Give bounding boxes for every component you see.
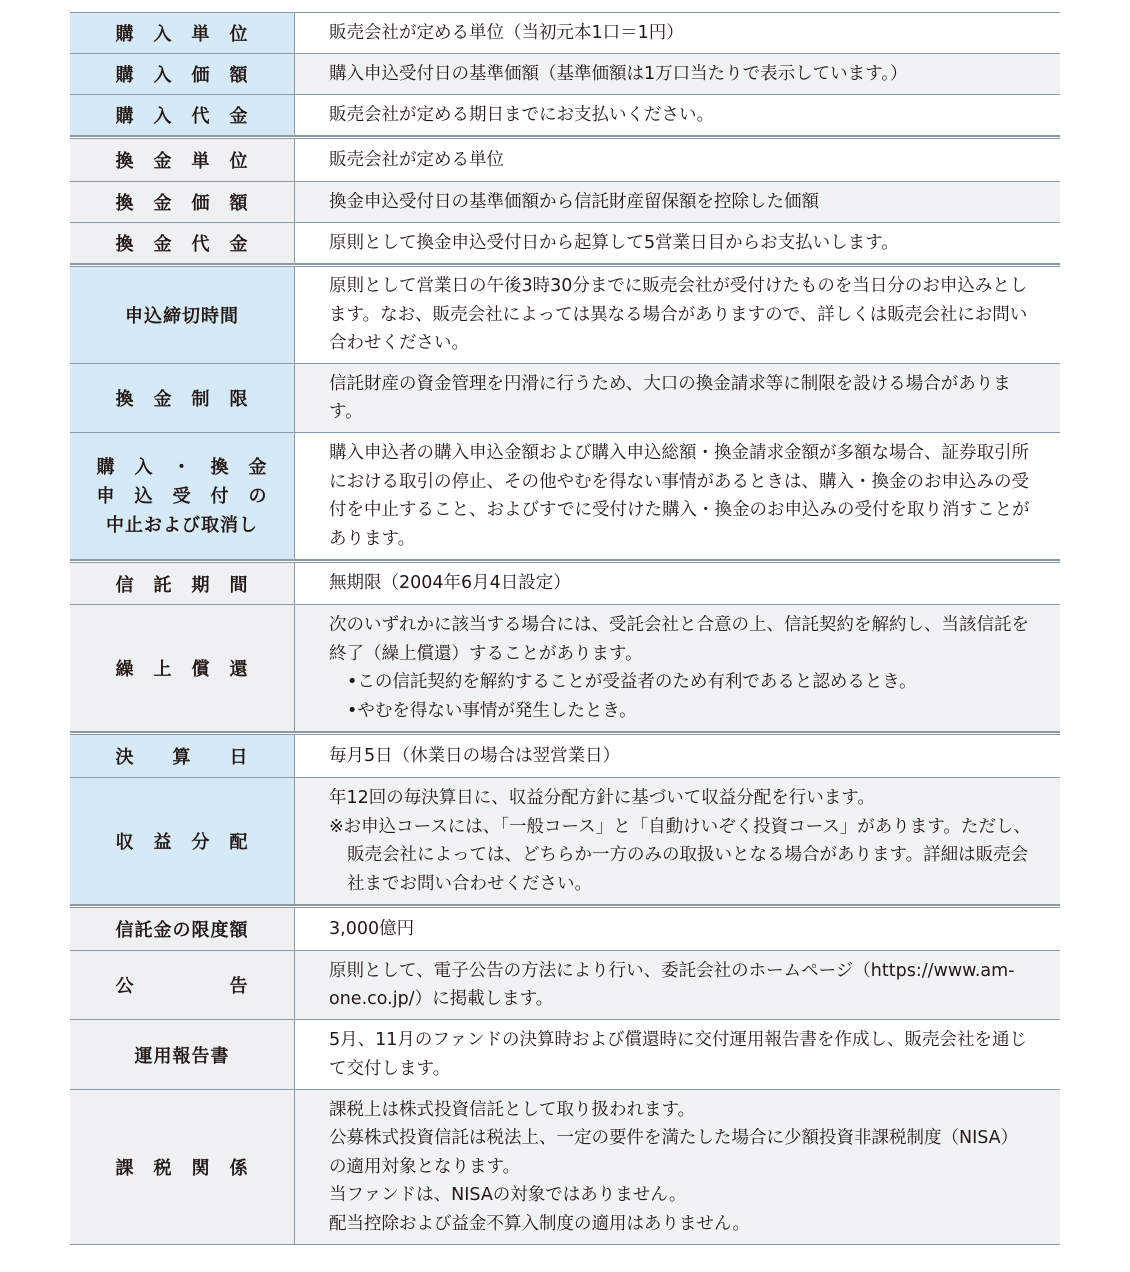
table-row <box>70 560 1060 605</box>
row-value: 販売会社が定める単位 <box>329 149 504 170</box>
row-label: 換 金 代 金 <box>70 223 295 263</box>
table-row <box>70 95 1060 136</box>
table-row <box>70 605 1060 732</box>
table-row <box>70 778 1060 905</box>
row-label: 購 入 代 金 <box>70 95 295 135</box>
table-row <box>70 433 1060 560</box>
table-row <box>70 182 1060 223</box>
row-label: 繰 上 償 還 <box>70 605 295 731</box>
row-label: 換 金 価 額 <box>70 182 295 222</box>
row-value: 5月、11月のファンドの決算時および償還時に交付運用報告書を作成し、販売会社を通じて交付します。 <box>329 1030 1028 1079</box>
row-label: 購 入 ・ 換 金 申 込 受 付 の 中止および取消し <box>70 433 295 559</box>
row-label: 課 税 関 係 <box>70 1090 295 1244</box>
table-row <box>70 905 1060 951</box>
row-label: 信託金の限度額 <box>70 908 295 950</box>
row-value: 課税上は株式投資信託として取り扱われます。 公募株式投資信託は税法上、一定の要件を満たした場合に少額投資非課税制度（NISA）の適用対象となります。 当ファンドは、NISAの対象ではありません。 配当控除および益金不算入制度の適用はありません。 <box>295 1090 1060 1244</box>
row-label: 購 入 単 位 <box>70 13 295 53</box>
row-value: 換金申込受付日の基準価額から信託財産留保額を控除した価額 <box>295 182 1060 222</box>
table-row <box>70 732 1060 778</box>
row-value: 年12回の毎決算日に、収益分配方針に基づいて収益分配を行います。 ※お申込コースには、「一般コース」と「自動けいぞく投資コース」があります。ただし、販売会社によっては、どちらか一方のみの取扱いとなる場合があります。詳細は販売会社までお問い合わせください。 <box>295 778 1060 904</box>
row-value: 無期限（2004年6月4日設定） <box>329 573 571 594</box>
table-row <box>70 223 1060 264</box>
row-value: 信託財産の資金管理を円滑に行うため、大口の換金請求等に制限を設ける場合があります。 <box>295 364 1060 432</box>
row-value: 購入申込者の購入申込金額および購入申込総額・換金請求金額が多額な場合、証券取引所における取引の停止、その他やむを得ない事情があるときは、購入・換金のお申込みの受付を中止すること、およびすでに受付けた購入・換金のお申込みの受付を取り消すことがあります。 <box>329 443 1030 549</box>
row-value: 販売会社が定める単位（当初元本1口＝1円） <box>329 22 684 43</box>
row-value: 次のいずれかに該当する場合には、受託会社と合意の上、信託契約を解約し、当該信託を終了（繰上償還）することがあります。 •この信託契約を解約することが受益者のため有利であると認めるとき。 •やむを得ない事情が発生したとき。 <box>295 605 1060 731</box>
row-label: 購 入 価 額 <box>70 54 295 94</box>
table-row <box>70 12 1060 54</box>
table-row <box>70 136 1060 182</box>
table-row <box>70 264 1060 364</box>
row-value: 毎月5日（休業日の場合は翌営業日） <box>329 745 621 766</box>
row-value: 原則として、電子公告の方法により行い、委託会社のホームページ（https://www.am-one.co.jp/）に掲載します。 <box>295 951 1060 1019</box>
row-label: 収 益 分 配 <box>70 778 295 904</box>
table-row <box>70 364 1060 433</box>
row-value: 原則として営業日の午後3時30分までに販売会社が受付けたものを当日分のお申込みとします。なお、販売会社によっては異なる場合がありますので、詳しくは販売会社にお問い合わせください。 <box>329 276 1028 354</box>
row-label: 公 告 <box>70 951 295 1019</box>
row-label: 信 託 期 間 <box>70 563 295 604</box>
row-value: 販売会社が定める期日までにお支払いください。 <box>329 104 714 125</box>
fund-terms-table <box>70 12 1060 1245</box>
row-label: 換 金 単 位 <box>70 139 295 181</box>
row-label: 換 金 制 限 <box>70 364 295 432</box>
row-label: 決 算 日 <box>70 735 295 777</box>
row-label: 運用報告書 <box>70 1020 295 1089</box>
table-row <box>70 54 1060 95</box>
table-row <box>70 1020 1060 1090</box>
row-value: 原則として換金申込受付日から起算して5営業日目からお支払いします。 <box>329 232 899 253</box>
table-row <box>70 1090 1060 1245</box>
row-value: 3,000億円 <box>329 918 415 939</box>
table-row <box>70 951 1060 1020</box>
row-value: 購入申込受付日の基準価額（基準価額は1万口当たりで表示しています。） <box>295 54 1060 94</box>
row-label: 申込締切時間 <box>70 267 295 363</box>
